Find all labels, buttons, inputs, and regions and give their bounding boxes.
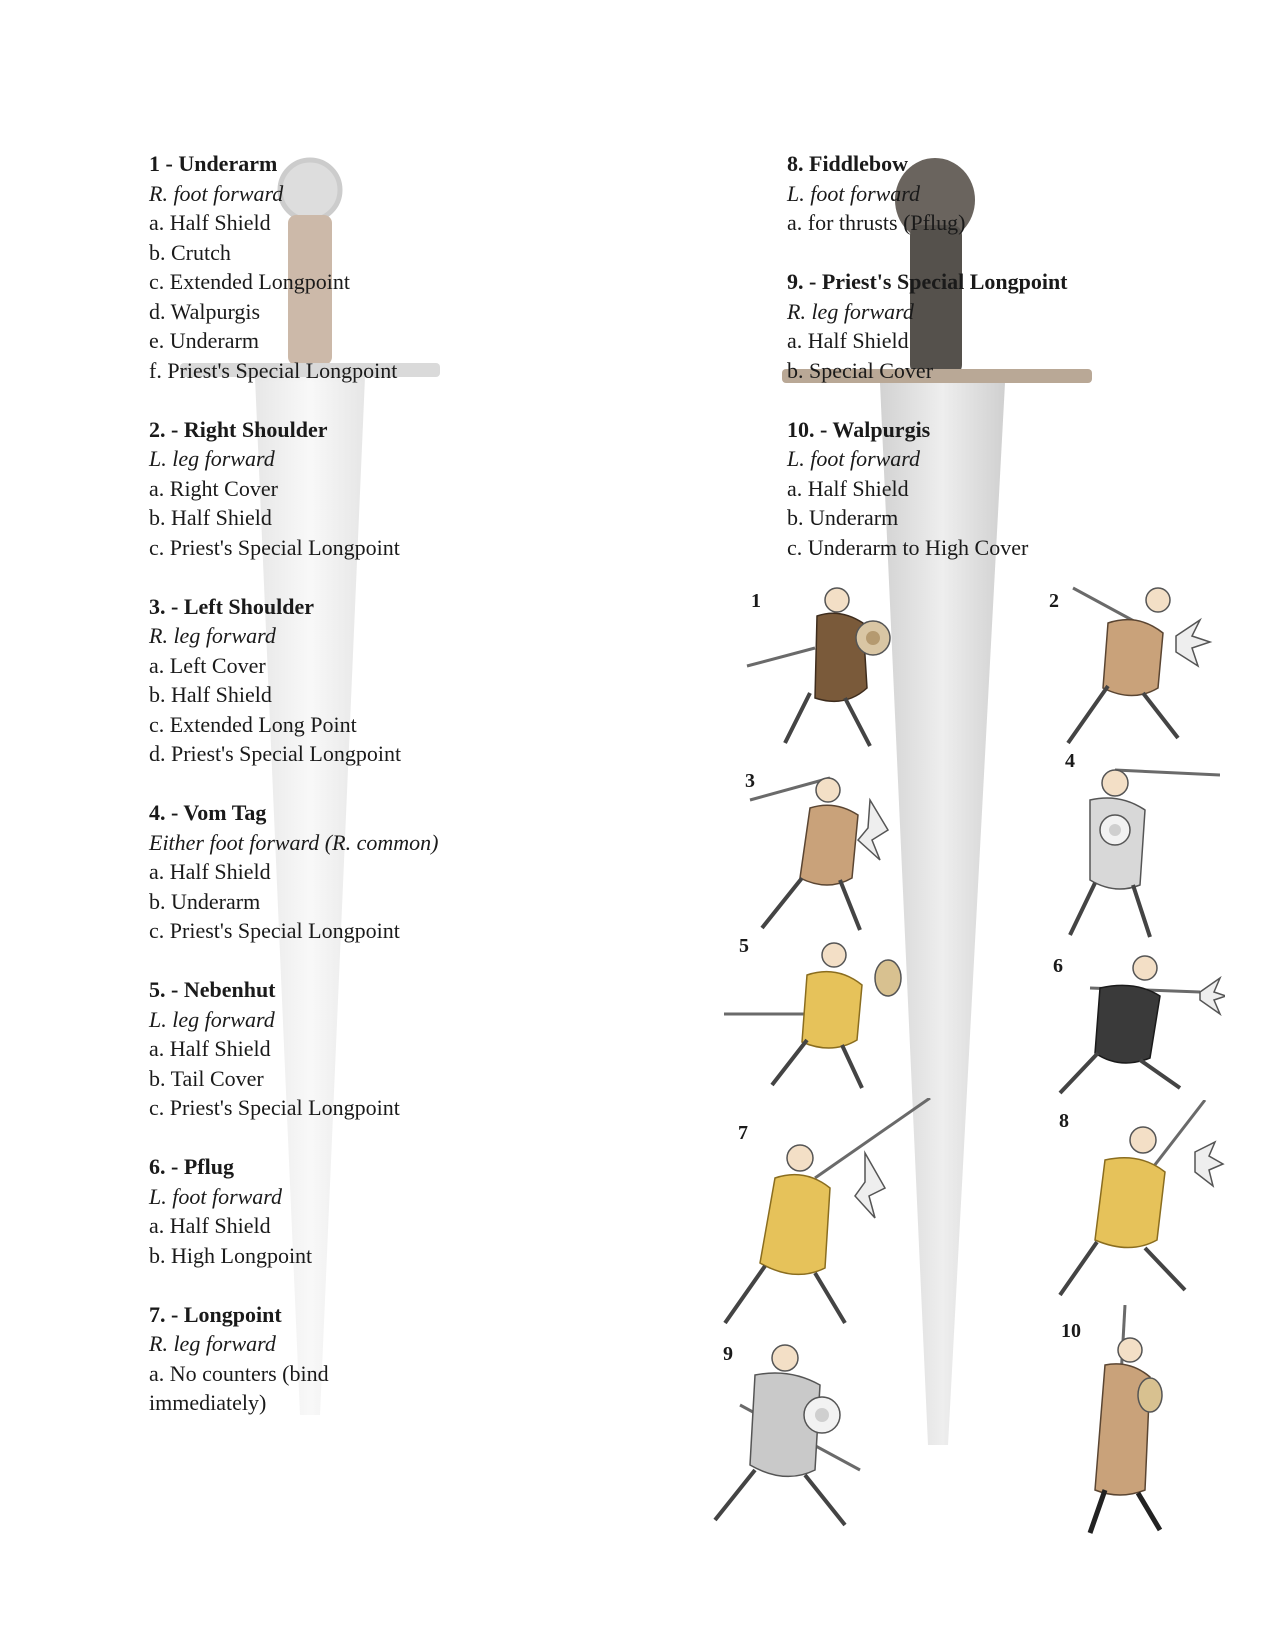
guard-stance: L. foot forward [787,180,921,206]
guard-5 [149,975,709,1123]
counter-item: a. Right Cover [149,475,278,501]
fencer-figure-8 [1045,1100,1225,1300]
guard-6 [149,1152,709,1270]
counter-item: c. Priest's Special Longpoint [149,918,400,943]
figure-label-7: 7 [738,1122,748,1144]
counter-item: c. Priest's Special Longpoint [149,1095,400,1120]
counter-item: c. Priest's Special Longpoint [149,534,400,560]
guard-stance: R. foot forward [149,180,284,206]
figure-label-4: 4 [1065,750,1075,772]
counter-item: a. Half Shield [787,328,909,353]
counter-item: c. Extended Longpoint [149,269,351,294]
guard-9 [787,267,1247,385]
guard-stance: L. leg forward [149,1006,275,1032]
guard-stance: L. leg forward [149,446,275,471]
fencer-figure-1 [745,578,910,753]
figure-label-2: 2 [1049,590,1059,612]
fencer-figure-9 [710,1330,910,1530]
guard-8 [787,149,1247,238]
guard-title: 2. - Right Shoulder [149,416,328,442]
counter-item: b. High Longpoint [149,1242,313,1268]
figure-label-10: 10 [1061,1320,1081,1342]
counter-item: b. Half Shield [149,505,272,530]
guard-title: 9. - Priest's Special Longpoint [787,269,1068,294]
counter-item: c. Extended Long Point [149,711,357,737]
counter-item: a. for thrusts (Pflug) [787,210,966,235]
counter-item: b. Crutch [149,239,231,265]
guard-stance: Either foot forward (R. common) [149,829,439,855]
counter-item: d. Walpurgis [149,298,261,324]
guard-stance: R. leg forward [787,298,914,324]
guard-4 [149,798,709,946]
guard-title: 5. - Nebenhut [149,977,276,1002]
guard-stance: L. foot forward [149,1183,283,1209]
guard-title: 8. Fiddlebow [787,151,909,176]
right-column-guards [787,149,1247,592]
guard-stance: L. foot forward [787,446,921,471]
counter-item: b. Half Shield [149,682,272,707]
guard-1 [149,149,709,385]
guard-stance: R. leg forward [149,1331,276,1356]
counter-item: a. Half Shield [787,475,909,501]
guard-3 [149,592,709,769]
guard-title: 1 - Underarm [149,151,278,176]
counter-item: e. Underarm [149,328,259,353]
fencer-figure-3 [740,760,905,935]
figure-label-9: 9 [723,1343,733,1365]
figure-label-1: 1 [751,590,761,612]
guard-2 [149,415,709,563]
counter-item: c. Underarm to High Cover [787,534,1029,560]
counter-item: a. Half Shield [149,859,271,884]
fencer-figure-7 [715,1098,935,1328]
counter-item: a. Half Shield [149,1213,271,1238]
counter-item: f. Priest's Special Longpoint [149,357,398,383]
guard-stance: R. leg forward [149,623,276,648]
figure-label-8: 8 [1059,1110,1069,1132]
fencer-figure-5 [722,930,922,1090]
counter-item: b. Underarm [149,888,261,914]
guard-7 [149,1300,709,1418]
fencer-figure-6 [1050,948,1225,1098]
figure-label-3: 3 [745,770,755,792]
figure-label-6: 6 [1053,955,1063,977]
counter-item: a. No counters (bind immediately) [149,1360,329,1415]
figure-label-5: 5 [739,935,749,957]
counter-item: a. Half Shield [149,210,271,235]
guard-title: 7. - Longpoint [149,1301,282,1327]
guard-title: 10. - Walpurgis [787,416,931,442]
guard-title: 6. - Pflug [149,1154,234,1179]
fencer-figure-4 [1055,755,1220,940]
counter-item: d. Priest's Special Longpoint [149,741,402,766]
counter-item: a. Half Shield [149,1036,271,1061]
guard-title: 4. - Vom Tag [149,800,267,825]
counter-item: b. Underarm [787,505,899,530]
guard-title: 3. - Left Shoulder [149,593,314,619]
counter-item: a. Left Cover [149,652,266,678]
fencer-figure-2 [1038,578,1213,753]
counter-item: b. Tail Cover [149,1065,264,1091]
counter-item: b. Special Cover [787,357,934,383]
left-column-guards [149,149,709,1447]
guard-10 [787,415,1247,563]
